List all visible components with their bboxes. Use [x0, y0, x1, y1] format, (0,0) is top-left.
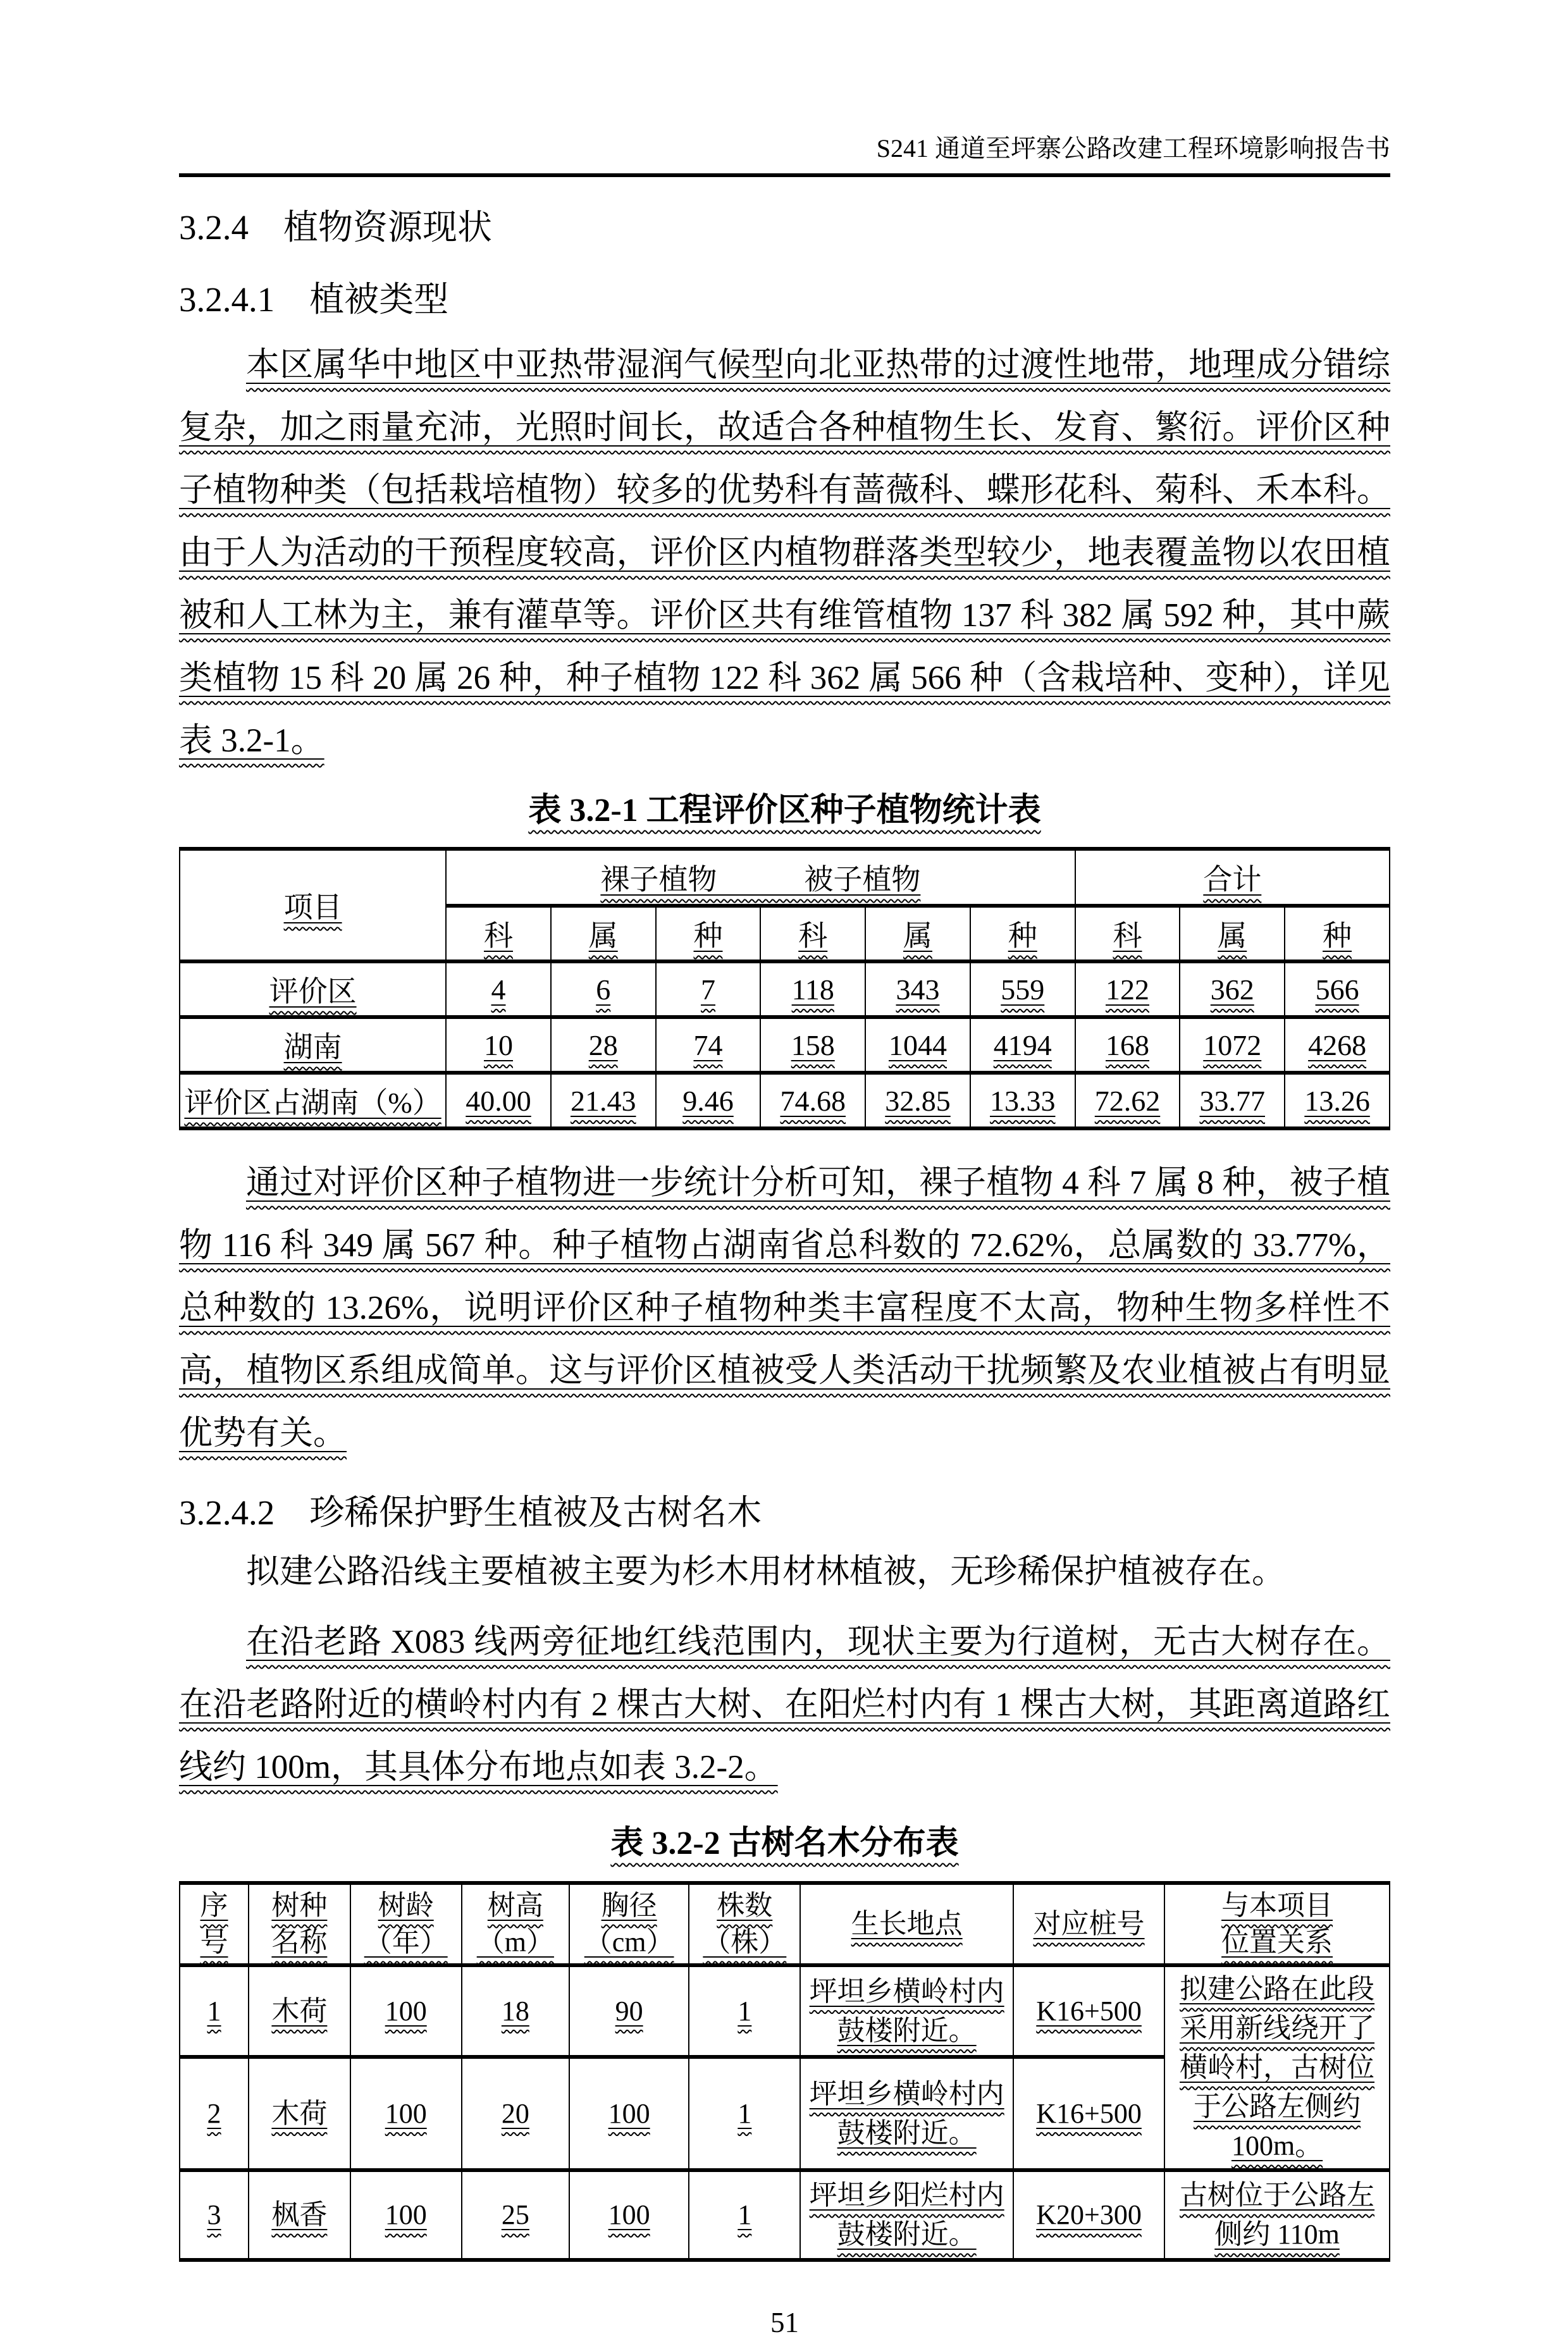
t2-row-1	[180, 1965, 1390, 2057]
t1-subheader-cell: 种	[1285, 906, 1390, 961]
heading-3-2-4-1: 3.2.4.1 植被类型	[179, 280, 449, 319]
header-rule	[179, 173, 1390, 177]
t1-header-row-groups	[180, 849, 1390, 906]
table1-title: 表 3.2-1 工程评价区种子植物统计表	[528, 793, 1041, 829]
t2-cell-species: 木荷	[249, 2057, 350, 2170]
t2-cell-height: 25	[462, 2170, 569, 2260]
t1-subheader-cell: 属	[551, 906, 656, 961]
table2-title: 表 3.2-2 古树名木分布表	[610, 1825, 959, 1861]
t1-cell: 559	[970, 961, 1075, 1017]
t1-cell: 33.77	[1180, 1073, 1285, 1128]
paragraph-stats-analysis: 通过对评价区种子植物进一步统计分析可知，裸子植物 4 科 7 属 8 种，被子植物 116 科 349 属 567 种。种子植物占湖南省总科数的 72.62%，总属数的 33.77%，总种数的 13.26%，说明评价区种子植物种类丰富程度不太高，物种生物多样性不高，植物区系组成简单。这与评价区植被受人类活动干扰频繁及农业植被占有明显优势有关。	[179, 1164, 1390, 1452]
t2-cell-stake: K20+300	[1013, 2170, 1164, 2260]
heading-3-2-4: 3.2.4 植物资源现状	[179, 208, 493, 247]
table-ancient-trees	[179, 1881, 1390, 2262]
t1-cell: 566	[1285, 961, 1390, 1017]
t2-cell-species: 木荷	[249, 1965, 350, 2057]
t1-subheader-cell: 种	[656, 906, 761, 961]
t1-row-label: 湖南	[180, 1017, 446, 1073]
paragraph-roadside-vegetation: 拟建公路沿线主要植被主要为杉木用材林植被，无珍稀保护植被存在。	[246, 1553, 1285, 1590]
t2-header-species: 树种 名称	[249, 1883, 350, 1965]
paragraph-old-trees: 在沿老路 X083 线两旁征地红线范围内，现状主要为行道树，无古大树存在。在沿老路附近的横岭村内有 2 棵古大树、在阳烂村内有 1 棵古大树，其距离道路红线约 100m，其具体分布地点如表 3.2-2。	[179, 1624, 1390, 1786]
t2-cell-no: 2	[180, 2057, 249, 2170]
t1-cell: 40.00	[446, 1073, 551, 1128]
t1-cell: 74.68	[760, 1073, 865, 1128]
paragraph-vegetation-overview: 本区属华中地区中亚热带湿润气候型向北亚热带的过渡性地带，地理成分错综复杂，加之雨量充沛，光照时间长，故适合各种植物生长、发育、繁衍。评价区种子植物种类（包括栽培植物）较多的优势科有蔷薇科、蝶形花科、菊科、禾本科。由于人为活动的干预程度较高，评价区内植物群落类型较少，地表覆盖物以农田植被和人工林为主，兼有灌草等。评价区共有维管植物 137 科 382 属 592 种，其中蕨类植物 15 科 20 属 26 种，种子植物 122 科 362 属 566 种（含栽培种、变种），详见表 3.2-1。	[179, 347, 1390, 759]
t1-subheader-cell: 科	[760, 906, 865, 961]
t2-cell-dbh: 90	[569, 1965, 689, 2057]
t1-cell: 7	[656, 961, 761, 1017]
t1-cell: 74	[656, 1017, 761, 1073]
t2-cell-height: 20	[462, 2057, 569, 2170]
t2-cell-count: 1	[689, 2170, 800, 2260]
t2-cell-location: 坪坦乡横岭村内鼓楼附近。	[800, 1965, 1013, 2057]
t2-cell-stake: K16+500	[1013, 2057, 1164, 2170]
t2-header-stake: 对应桩号	[1013, 1883, 1164, 1965]
t2-cell-no: 3	[180, 2170, 249, 2260]
t2-header-location: 生长地点	[800, 1883, 1013, 1965]
t1-cell: 21.43	[551, 1073, 656, 1128]
t2-header-dbh: 胸径 （cm）	[569, 1883, 689, 1965]
t2-cell-relation: 古树位于公路左侧约 110m	[1164, 2170, 1390, 2260]
t2-cell-relation-merged: 拟建公路在此段采用新线绕开了横岭村，古树位于公路左侧约 100m。	[1164, 1965, 1390, 2170]
t2-cell-no: 1	[180, 1965, 249, 2057]
t2-header-no: 序 号	[180, 1883, 249, 1965]
t2-header-height: 树高 （m）	[462, 1883, 569, 1965]
t1-subheader-cell: 属	[1180, 906, 1285, 961]
t2-cell-location: 坪坦乡横岭村内鼓楼附近。	[800, 2057, 1013, 2170]
t1-row-hunan	[180, 1017, 1390, 1073]
t2-cell-dbh: 100	[569, 2057, 689, 2170]
t1-cell: 28	[551, 1017, 656, 1073]
t1-cell: 4194	[970, 1017, 1075, 1073]
t1-row-label: 评价区	[180, 961, 446, 1017]
t2-header-relation: 与本项目 位置关系	[1164, 1883, 1390, 1965]
t1-corner-cell: 项目	[180, 849, 446, 961]
t1-cell: 9.46	[656, 1073, 761, 1128]
t1-cell: 158	[760, 1017, 865, 1073]
t2-cell-dbh: 100	[569, 2170, 689, 2260]
t1-row-pingjiaqu	[180, 961, 1390, 1017]
t1-cell: 4	[446, 961, 551, 1017]
t2-cell-location: 坪坦乡阳烂村内鼓楼附近。	[800, 2170, 1013, 2260]
t1-cell: 6	[551, 961, 656, 1017]
t1-cell: 13.33	[970, 1073, 1075, 1128]
table-seed-plant-stats	[179, 847, 1390, 1130]
t1-subheader-cell: 属	[865, 906, 970, 961]
t2-cell-age: 100	[350, 2057, 462, 2170]
t1-cell: 32.85	[865, 1073, 970, 1128]
t1-cell: 122	[1075, 961, 1180, 1017]
t2-cell-count: 1	[689, 1965, 800, 2057]
t1-cell: 168	[1075, 1017, 1180, 1073]
t1-cell: 362	[1180, 961, 1285, 1017]
t1-cell: 343	[865, 961, 970, 1017]
t1-cell: 4268	[1285, 1017, 1390, 1073]
running-header: S241 通道至坪寨公路改建工程环境影响报告书	[876, 134, 1390, 163]
t1-cell: 72.62	[1075, 1073, 1180, 1128]
t1-subheader-cell: 科	[1075, 906, 1180, 961]
t2-cell-species: 枫香	[249, 2170, 350, 2260]
page-number: 51	[770, 2307, 799, 2338]
t1-cell: 1044	[865, 1017, 970, 1073]
t1-subheader-cell: 科	[446, 906, 551, 961]
t2-row-3	[180, 2170, 1390, 2260]
t2-header-age: 树龄 （年）	[350, 1883, 462, 1965]
t1-cell: 13.26	[1285, 1073, 1390, 1128]
t1-subheader-cell: 种	[970, 906, 1075, 961]
t2-cell-age: 100	[350, 2170, 462, 2260]
t1-group-header-cell: 裸子植物 被子植物	[446, 849, 1075, 906]
t2-cell-age: 100	[350, 1965, 462, 2057]
t1-total-header-cell: 合计	[1075, 849, 1390, 906]
t1-cell: 118	[760, 961, 865, 1017]
heading-3-2-4-2: 3.2.4.2 珍稀保护野生植被及古树名木	[179, 1493, 762, 1532]
t1-row-label: 评价区占湖南（%）	[180, 1073, 446, 1128]
t2-header-count: 株数 （株）	[689, 1883, 800, 1965]
t2-header-row	[180, 1883, 1390, 1965]
t1-cell: 10	[446, 1017, 551, 1073]
t2-cell-count: 1	[689, 2057, 800, 2170]
t1-cell: 1072	[1180, 1017, 1285, 1073]
t2-cell-height: 18	[462, 1965, 569, 2057]
t2-cell-stake: K16+500	[1013, 1965, 1164, 2057]
t1-row-percentage	[180, 1073, 1390, 1128]
